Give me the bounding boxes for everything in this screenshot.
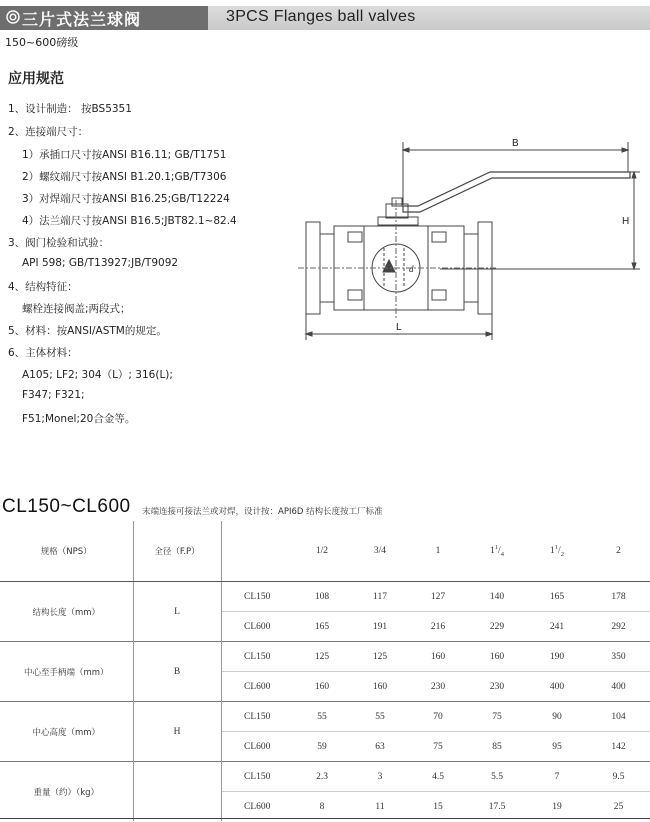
value-cell: 25	[587, 792, 650, 822]
size-header: 3/4	[351, 521, 409, 582]
value-cell: 95	[527, 732, 587, 762]
spec-line: 螺栓连接阀盖;两段式；	[22, 303, 131, 315]
value-cell: 85	[467, 732, 527, 762]
spec-line: 3、阀门检验和试验：	[8, 237, 110, 249]
spec-line: 1）承插口尺寸按ANSI B16.11; GB/T1751	[22, 149, 227, 161]
value-cell: 90	[527, 702, 587, 732]
value-cell: 19	[527, 792, 587, 822]
row-symbol: L	[133, 582, 221, 642]
table-header-row	[0, 521, 650, 582]
target-bullet-icon	[6, 10, 20, 24]
value-cell: 178	[587, 582, 650, 612]
spec-line: 2）螺纹端尺寸按ANSI B1.20.1;GB/T7306	[22, 171, 227, 183]
value-cell: 142	[587, 732, 650, 762]
size-header: 2	[587, 521, 650, 582]
value-cell: 160	[409, 642, 467, 672]
value-cell: 191	[351, 612, 409, 642]
row-label: 中心高度（mm）	[0, 702, 133, 762]
spec-line: F51;Monel;20合金等。	[22, 413, 136, 425]
value-cell: 350	[587, 642, 650, 672]
value-cell: 160	[293, 672, 351, 702]
spec-table	[0, 521, 650, 820]
row-label: 结构长度（mm）	[0, 582, 133, 642]
dim-label-l: L	[396, 322, 402, 333]
value-cell: 55	[293, 702, 351, 732]
row-label: 重量（约）（kg）	[0, 762, 133, 822]
size-header: $1^1/_2$	[527, 521, 587, 582]
class-cell: CL600	[221, 792, 293, 822]
series-title: CL150~CL600	[2, 496, 131, 517]
row-symbol: B	[133, 642, 221, 702]
table-row	[0, 642, 650, 672]
value-cell: 117	[351, 582, 409, 612]
value-cell: 125	[293, 642, 351, 672]
spec-line: 5、材料：按ANSI/ASTM的规定。	[8, 325, 167, 337]
series-note: 末端连接可接法兰或对焊，设计按：API6D 结构长度按工厂标准	[142, 507, 383, 517]
valve-drawing	[290, 134, 645, 364]
spec-line: 4）法兰端尺寸按ANSI B16.5;JBT82.1~82.4	[22, 215, 237, 227]
spec-line: F347; F321;	[22, 389, 85, 401]
col-header-class	[221, 521, 293, 582]
title-en: 3PCS Flanges ball valves	[226, 8, 416, 25]
col-header-bore: 全径（F.P）	[133, 521, 221, 582]
value-cell: 292	[587, 612, 650, 642]
value-cell: 127	[409, 582, 467, 612]
value-cell: 63	[351, 732, 409, 762]
spec-line: API 598; GB/T13927;JB/T9092	[22, 257, 179, 269]
class-cell: CL600	[221, 612, 293, 642]
value-cell: 70	[409, 702, 467, 732]
table-row	[0, 702, 650, 732]
spec-line: 3）对焊端尺寸按ANSI B16.25;GB/T12224	[22, 193, 230, 205]
dim-label-b: B	[512, 138, 519, 149]
pressure-class: 150~600磅级	[5, 36, 79, 49]
table-bottom-rule	[0, 818, 650, 819]
value-cell: 160	[351, 672, 409, 702]
value-cell: 75	[467, 702, 527, 732]
size-header: $1^1/_4$	[467, 521, 527, 582]
value-cell: 17.5	[467, 792, 527, 822]
value-cell: 59	[293, 732, 351, 762]
value-cell: 190	[527, 642, 587, 672]
size-header: 1	[409, 521, 467, 582]
class-cell: CL150	[221, 642, 293, 672]
spec-line: A105; LF2; 304（L）; 316(L);	[22, 369, 173, 381]
value-cell: 75	[409, 732, 467, 762]
spec-line: 1、设计制造： 按BS5351	[8, 103, 132, 115]
spec-line: 6、主体材料：	[8, 347, 78, 359]
value-cell: 5.5	[467, 762, 527, 792]
value-cell: 2.3	[293, 762, 351, 792]
value-cell: 11	[351, 792, 409, 822]
value-cell: 216	[409, 612, 467, 642]
size-header: 1/2	[293, 521, 351, 582]
dim-label-h: H	[622, 216, 630, 227]
class-cell: CL150	[221, 762, 293, 792]
value-cell: 230	[409, 672, 467, 702]
value-cell: 165	[527, 582, 587, 612]
dim-label-d: d	[409, 264, 414, 274]
value-cell: 15	[409, 792, 467, 822]
value-cell: 55	[351, 702, 409, 732]
value-cell: 400	[527, 672, 587, 702]
class-cell: CL600	[221, 672, 293, 702]
value-cell: 4.5	[409, 762, 467, 792]
spec-line: 2、连接端尺寸：	[8, 126, 89, 138]
value-cell: 230	[467, 672, 527, 702]
row-label: 中心至手柄端（mm）	[0, 642, 133, 702]
value-cell: 108	[293, 582, 351, 612]
value-cell: 8	[293, 792, 351, 822]
value-cell: 241	[527, 612, 587, 642]
table-row	[0, 582, 650, 612]
value-cell: 165	[293, 612, 351, 642]
application-title: 应用规范	[8, 71, 64, 87]
row-symbol: H	[133, 702, 221, 762]
value-cell: 229	[467, 612, 527, 642]
value-cell: 125	[351, 642, 409, 672]
spec-line: 4、结构特征：	[8, 281, 78, 293]
value-cell: 140	[467, 582, 527, 612]
value-cell: 400	[587, 672, 650, 702]
class-cell: CL150	[221, 582, 293, 612]
value-cell: 104	[587, 702, 650, 732]
value-cell: 160	[467, 642, 527, 672]
title-cn: 三片式法兰球阀	[22, 10, 142, 29]
value-cell: 9.5	[587, 762, 650, 792]
class-cell: CL600	[221, 732, 293, 762]
col-header-spec: 规格（NPS）	[0, 521, 133, 582]
value-cell: 7	[527, 762, 587, 792]
value-cell: 3	[351, 762, 409, 792]
table-row	[0, 762, 650, 792]
class-cell: CL150	[221, 702, 293, 732]
row-symbol	[133, 762, 221, 822]
